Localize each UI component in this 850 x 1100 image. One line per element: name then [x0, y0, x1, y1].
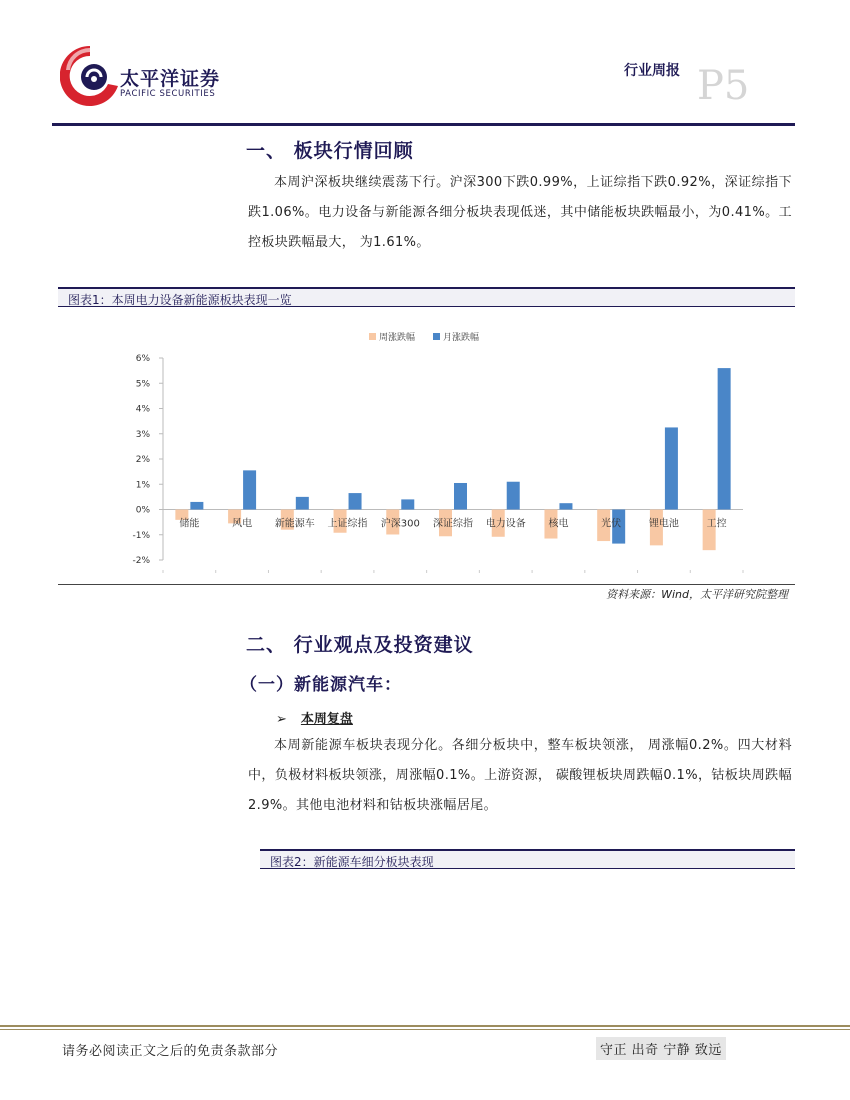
bar-monthly	[349, 493, 362, 509]
page-number: P5	[697, 63, 750, 109]
y-tick-label: 6%	[135, 354, 150, 364]
x-category-label: 上证综指	[327, 518, 368, 530]
x-category-label: 锂电池	[648, 518, 679, 530]
company-name-cn: 太平洋证券	[120, 68, 221, 90]
x-category-label: 储能	[179, 518, 200, 530]
figure1-chart	[58, 320, 795, 582]
bar-weekly	[703, 510, 716, 551]
bar-monthly	[190, 502, 203, 510]
footer-rule-thin	[0, 1029, 850, 1030]
logo-emblem-icon	[60, 40, 120, 110]
figure2-caption: 图表2：新能源车细分板块表现	[270, 855, 434, 869]
bar-monthly	[454, 483, 467, 510]
bar-monthly	[665, 427, 678, 509]
bar-monthly	[718, 368, 731, 509]
x-category-label: 风电	[232, 518, 253, 530]
section1-title: 一、 板块行情回顾	[246, 140, 414, 162]
footer-disclaimer-note: 请务必阅读正文之后的免责条款部分	[62, 1044, 279, 1059]
y-tick-label: 1%	[135, 480, 150, 491]
figure1-source: 资料来源：Wind，太平洋研究院整理	[606, 588, 788, 601]
x-category-label: 深证综指	[433, 518, 473, 530]
legend-label-weekly: 周涨跌幅	[379, 333, 416, 343]
y-tick-label: 2%	[135, 455, 150, 465]
figure1-source-rule	[58, 584, 795, 585]
footer-motto: 守正 出奇 宁静 致远	[596, 1037, 726, 1060]
x-category-label: 光伏	[601, 518, 622, 530]
chart-legend	[369, 331, 479, 343]
x-category-label: 新能源车	[274, 518, 315, 530]
figure2-caption-bar	[260, 849, 795, 869]
x-category-label: 沪深300	[380, 518, 420, 530]
y-tick-label: 0%	[135, 505, 150, 516]
y-tick-label: -2%	[132, 556, 150, 566]
bullet-arrow-icon: ➢	[276, 712, 287, 727]
subsection-title: （一）新能源汽车：	[240, 675, 402, 695]
legend-swatch-monthly	[433, 333, 440, 340]
y-tick-label: 3%	[135, 429, 150, 440]
section2-title: 二、 行业观点及投资建议	[246, 634, 474, 656]
section1-paragraph: 本周沪深板块继续震荡下行。沪深300下跌0.99%，上证综指下跌0.92%，深证综指下跌1.06%。电力设备与新能源各细分板块表现低迷，其中储能板块跌幅最小，为0.41%。工控板块跌幅最大， 为1.61%。	[248, 175, 792, 250]
footer-rule	[0, 1025, 850, 1027]
figure1-caption-bar	[58, 287, 795, 307]
x-category-label: 电力设备	[485, 518, 526, 530]
bar-monthly	[243, 470, 256, 509]
figure1-caption: 图表1：本周电力设备新能源板块表现一览	[68, 293, 292, 307]
bar-monthly	[401, 499, 414, 509]
y-tick-label: -1%	[132, 530, 150, 541]
header-rule	[52, 123, 795, 126]
report-type: 行业周报	[624, 63, 680, 79]
bar-monthly	[507, 482, 520, 510]
company-name-en: PACIFIC SECURITIES	[120, 89, 216, 99]
bar-monthly	[296, 497, 309, 510]
bar-monthly	[559, 503, 572, 509]
bullet-label: 本周复盘	[300, 712, 353, 727]
x-category-label: 工控	[706, 518, 727, 530]
y-tick-label: 5%	[135, 379, 150, 390]
x-category-label: 核电	[548, 518, 569, 530]
section2-paragraph: 本周新能源车板块表现分化。各细分板块中，整车板块领涨， 周涨幅0.2%。四大材料中，负极材料板块领涨，周涨幅0.1%。上游资源， 碳酸锂板块周跌幅0.1%，钴板块周跌幅2.9%。其他电池材料和钴板块涨幅居尾。	[248, 738, 792, 813]
bullet-weekly-review	[276, 708, 353, 727]
y-tick-label: 4%	[135, 404, 150, 415]
legend-swatch-weekly	[369, 333, 376, 340]
legend-label-monthly: 月涨跌幅	[443, 333, 480, 343]
